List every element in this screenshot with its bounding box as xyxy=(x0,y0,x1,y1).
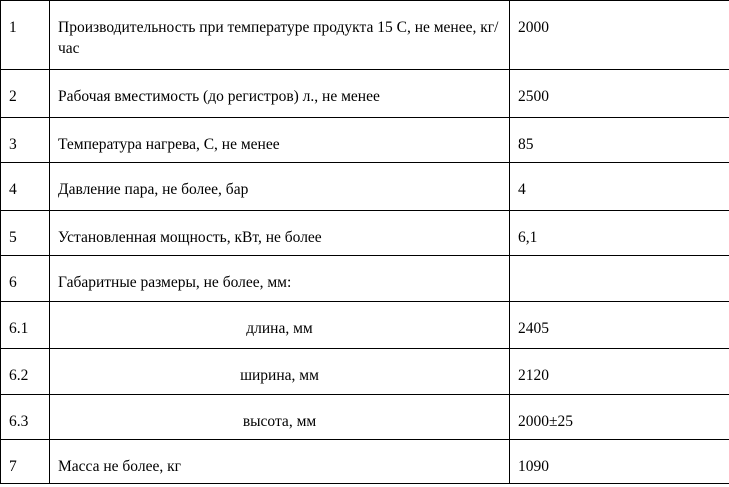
row-number: 5 xyxy=(1,211,50,256)
row-number: 1 xyxy=(1,1,50,70)
table-row xyxy=(1,440,729,484)
row-description: Установленная мощность, кВт, не более xyxy=(50,211,510,256)
table-row xyxy=(1,395,729,440)
row-number: 3 xyxy=(1,118,50,163)
row-number: 2 xyxy=(1,70,50,118)
row-description: Температура нагрева, С, не менее xyxy=(50,118,510,163)
row-description: Масса не более, кг xyxy=(50,440,510,484)
row-description: Габаритные размеры, не более, мм: xyxy=(50,256,510,302)
row-description: Рабочая вместимость (до регистров) л., не менее xyxy=(50,70,510,118)
table-row xyxy=(1,118,729,163)
row-number: 4 xyxy=(1,163,50,211)
row-number: 6 xyxy=(1,256,50,302)
row-description: ширина, мм xyxy=(50,349,510,395)
row-description: Давление пара, не более, бар xyxy=(50,163,510,211)
row-description: Производительность при температуре продукта 15 С, не менее, кг/час xyxy=(50,1,510,70)
table-row xyxy=(1,302,729,349)
row-value xyxy=(510,256,729,302)
table-row xyxy=(1,211,729,256)
row-number: 6.3 xyxy=(1,395,50,440)
table-row xyxy=(1,70,729,118)
table-row xyxy=(1,349,729,395)
row-value: 2500 xyxy=(510,70,729,118)
row-description: высота, мм xyxy=(50,395,510,440)
row-value: 85 xyxy=(510,118,729,163)
row-value: 4 xyxy=(510,163,729,211)
row-value: 2000 xyxy=(510,1,729,70)
row-value: 2000±25 xyxy=(510,395,729,440)
table-row xyxy=(1,1,729,70)
table-row xyxy=(1,256,729,302)
row-number: 6.1 xyxy=(1,302,50,349)
row-description: длина, мм xyxy=(50,302,510,349)
row-value: 2120 xyxy=(510,349,729,395)
row-value: 2405 xyxy=(510,302,729,349)
row-value: 1090 xyxy=(510,440,729,484)
row-number: 7 xyxy=(1,440,50,484)
row-value: 6,1 xyxy=(510,211,729,256)
row-number: 6.2 xyxy=(1,349,50,395)
table-row xyxy=(1,163,729,211)
